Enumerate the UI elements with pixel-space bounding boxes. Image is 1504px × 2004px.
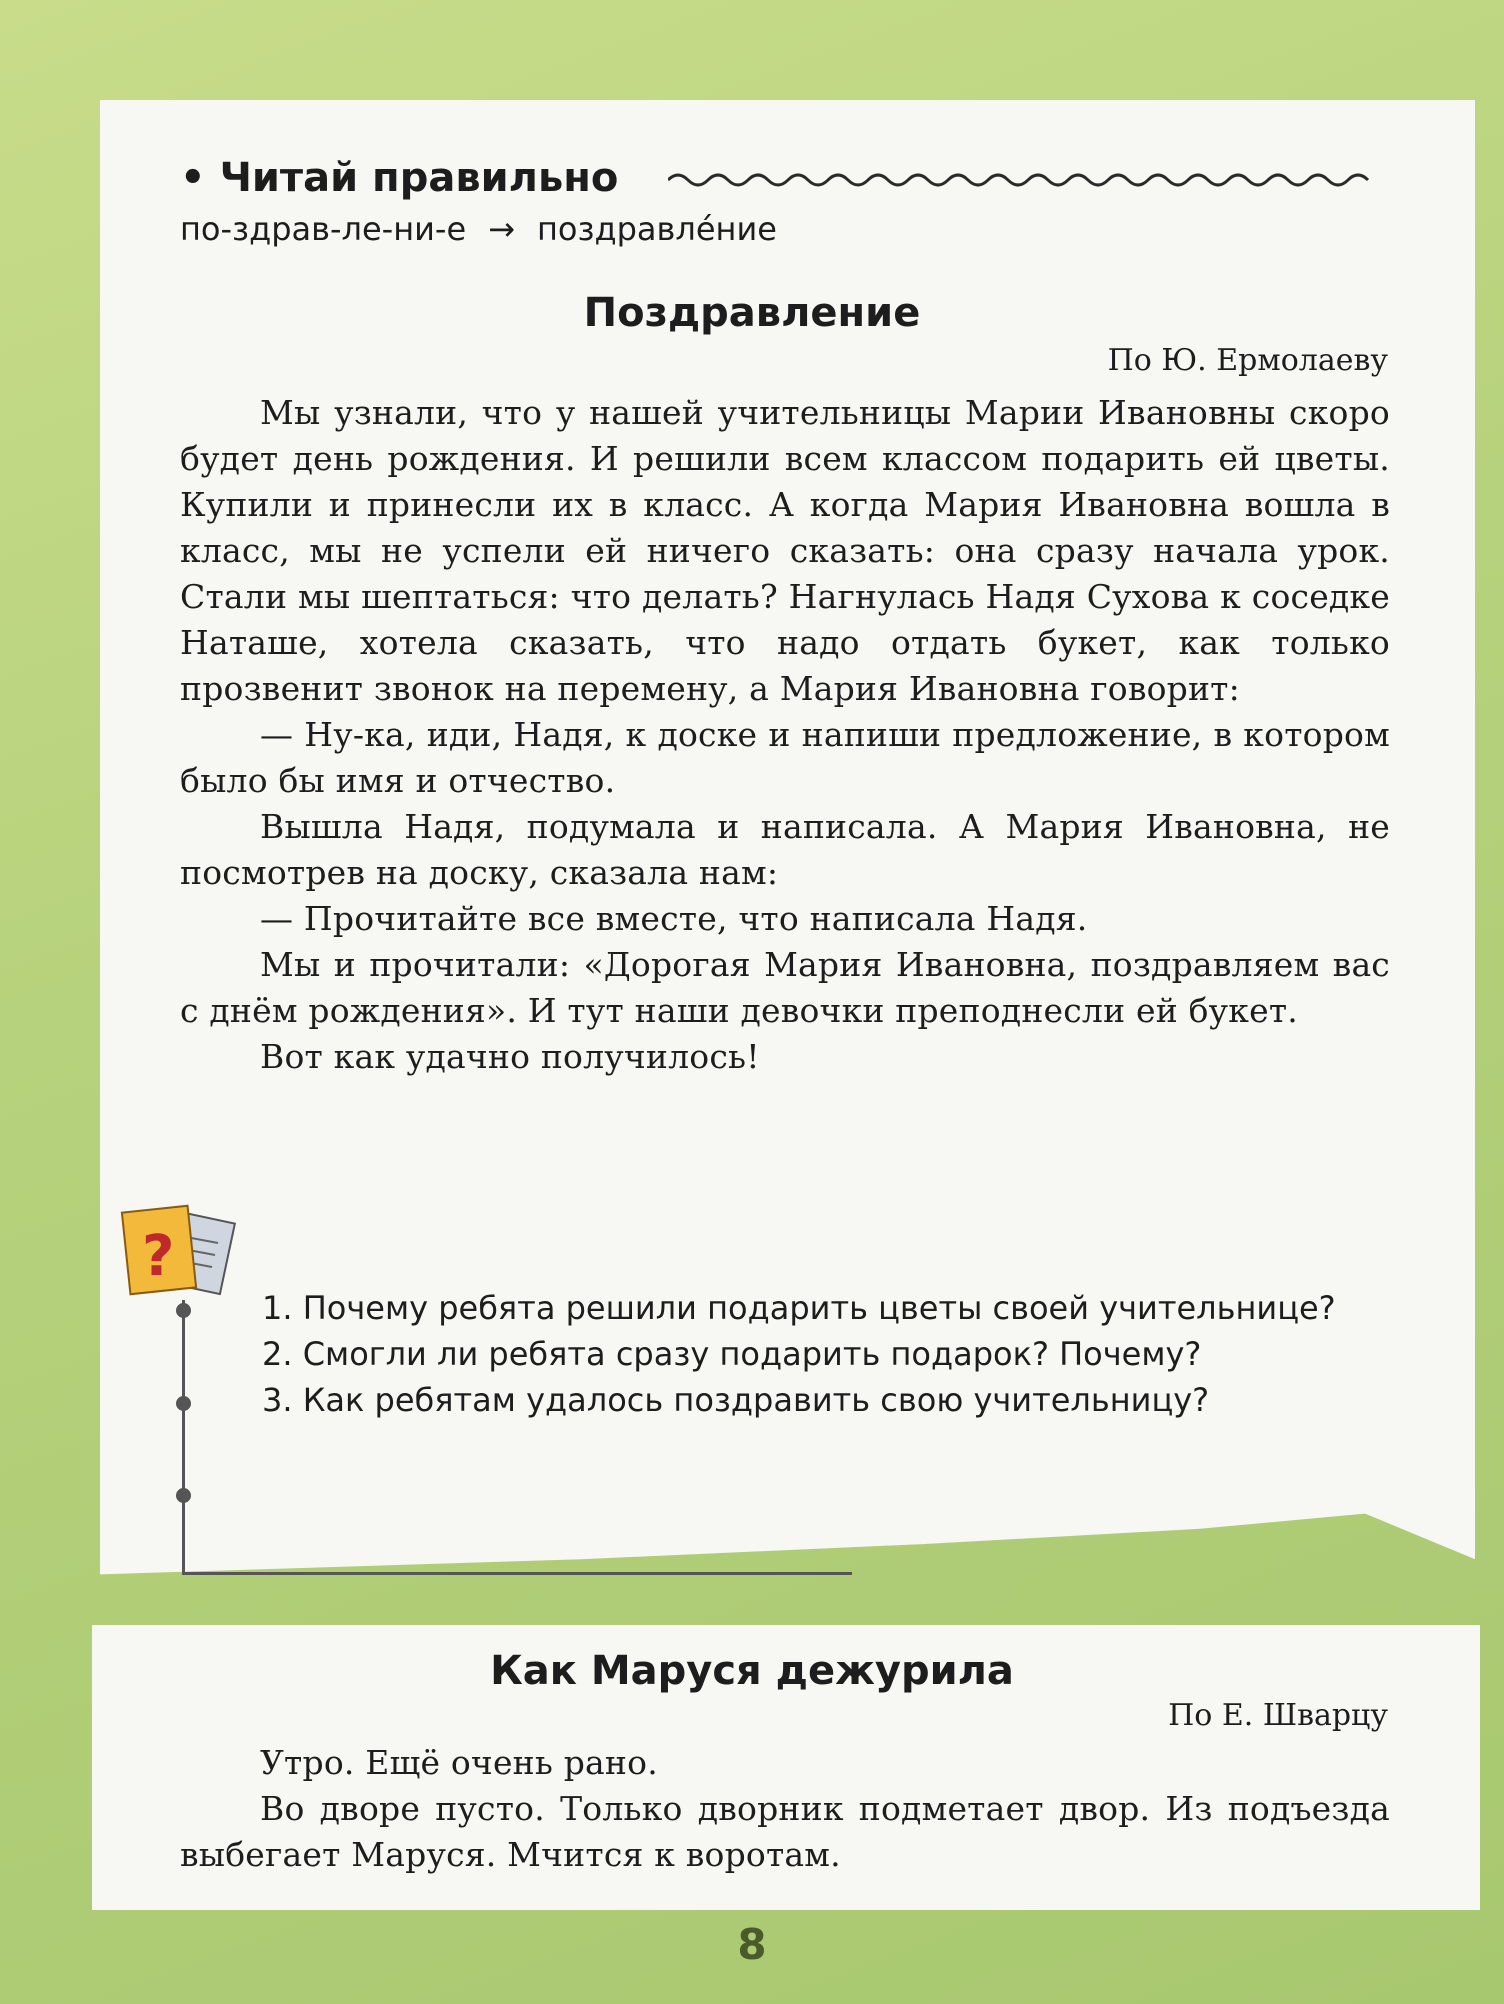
question-1: 1. Почему ребята решили подарить цветы своей учительнице? [262, 1289, 1336, 1327]
questions-bracket-bottom [182, 1572, 852, 1575]
question-3: 3. Как ребятам удалось поздравить свою учительницу? [262, 1381, 1210, 1419]
read-correctly-label: Читай правильно [219, 155, 619, 201]
read-correctly-heading [180, 155, 618, 201]
question-2: 2. Смогли ли ребята сразу подарить подарок? Почему? [262, 1335, 1202, 1373]
questions-bracket-line [182, 1300, 185, 1575]
stressed-word: поздравле́ние [536, 210, 777, 248]
paragraph: Мы и прочитали: «Дорогая Мария Ивановна, поздравляем вас с днём рождения». И тут наши девочки преподнесли ей букет. [180, 945, 1390, 1030]
story-title: Поздравление [583, 290, 921, 336]
story-text [180, 390, 1390, 1080]
paragraph: Мы узнали, что у нашей учительницы Марии Ивановны скоро будет день рождения. И решили всем классом подарить ей цветы. Купили и принесли их в класс. А когда Мария Ивановна вошла в класс, мы не успели ей ничего сказать: она сразу начала урок. Стали мы шептаться: что делать? Нагнулась Надя Сухова к соседке Наташе, хотела сказать, что надо отдать букет, как только прозвенит звонок на перемену, а Мария Ивановна говорит: [180, 393, 1390, 708]
bullet-dot [176, 1488, 191, 1503]
bullet-dot [176, 1303, 191, 1318]
bullet-dot [176, 1396, 191, 1411]
wavy-line-decoration [668, 168, 1388, 192]
paragraph: — Прочитайте все вместе, что написала Надя. [260, 899, 1088, 938]
paragraph: Вышла Надя, подумала и написала. А Мария Ивановна, не посмотрев на доску, сказала нам: [180, 807, 1390, 892]
question-mark-icon [120, 1195, 238, 1303]
questions-list [262, 1285, 1390, 1423]
story2-author: По Е. Шварцу [1168, 1698, 1388, 1733]
paragraph: Утро. Ещё очень рано. [260, 1743, 658, 1782]
syllable-breakdown [180, 210, 777, 248]
paragraph: Во дворе пусто. Только дворник подметает двор. Из подъезда выбегает Маруся. Мчится к воротам. [180, 1789, 1390, 1874]
arrow-icon: → [488, 210, 515, 248]
page-number: 8 [737, 1920, 767, 1969]
paragraph: Вот как удачно получилось! [260, 1037, 760, 1076]
story-author: По Ю. Ермолаеву [1107, 343, 1388, 378]
syllables: по-здрав-ле-ни-е [180, 210, 467, 248]
paragraph: — Ну-ка, иди, Надя, к доске и напиши предложение, в котором было бы имя и отчество. [180, 715, 1390, 800]
story2-title: Как Маруся дежурила [490, 1648, 1014, 1694]
bullet: • [180, 155, 206, 201]
svg-text:?: ? [142, 1224, 175, 1289]
story2-text [180, 1740, 1390, 1878]
